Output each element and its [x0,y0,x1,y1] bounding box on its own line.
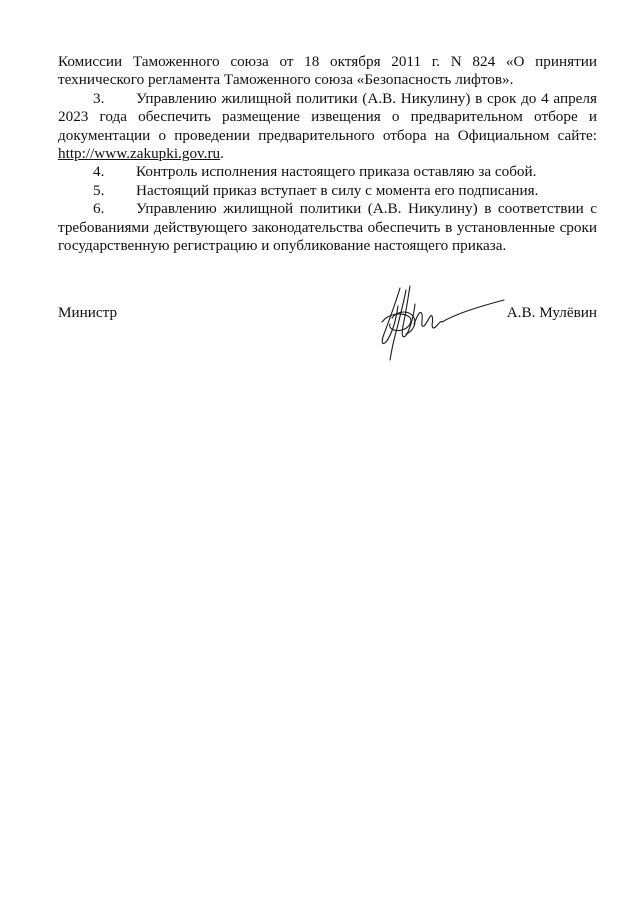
item-5-text: Настоящий приказ вступает в силу с момента его подписания. [136,181,539,199]
document-body [58,53,597,255]
zakupki-link[interactable]: http://www.zakupki.gov.ru [58,145,221,163]
intro-paragraph: Комиссии Таможенного союза от 18 октября 2011 г. N 824 «О принятии технического регламента Таможенного союза «Безопасность лифтов». [58,53,597,89]
item-3-paragraph [58,90,597,164]
item-6-number: 6. [93,200,105,218]
item-4-text: Контроль исполнения настоящего приказа оставляю за собой. [136,163,537,181]
item-4-paragraph [58,163,597,181]
item-5-number: 5. [93,181,105,199]
handwritten-signature [370,284,508,362]
item-5-paragraph [58,182,597,200]
item-6-text: Управлению жилищной политики (А.В. Никулину) в соответствии с требованиями действующего законодательства обеспечить в установленные сроки государственную регистрацию и опубликование настоящего приказа. [58,200,597,255]
signer-position: Министр [58,304,118,321]
item-3-number: 3. [93,89,105,107]
signature-block [58,298,597,378]
item-6-paragraph [58,200,597,255]
signer-name: А.В. Мулёвин [506,304,597,321]
item-4-number: 4. [93,163,105,181]
item-3-text: Управлению жилищной политики (А.В. Никулину) в срок до 4 апреля 2023 года обеспечить размещение извещения о предварительном отборе и документации о проведении предварительного отбора на Официальном сайте: [58,89,597,144]
item-3-text-end: . [220,145,224,163]
